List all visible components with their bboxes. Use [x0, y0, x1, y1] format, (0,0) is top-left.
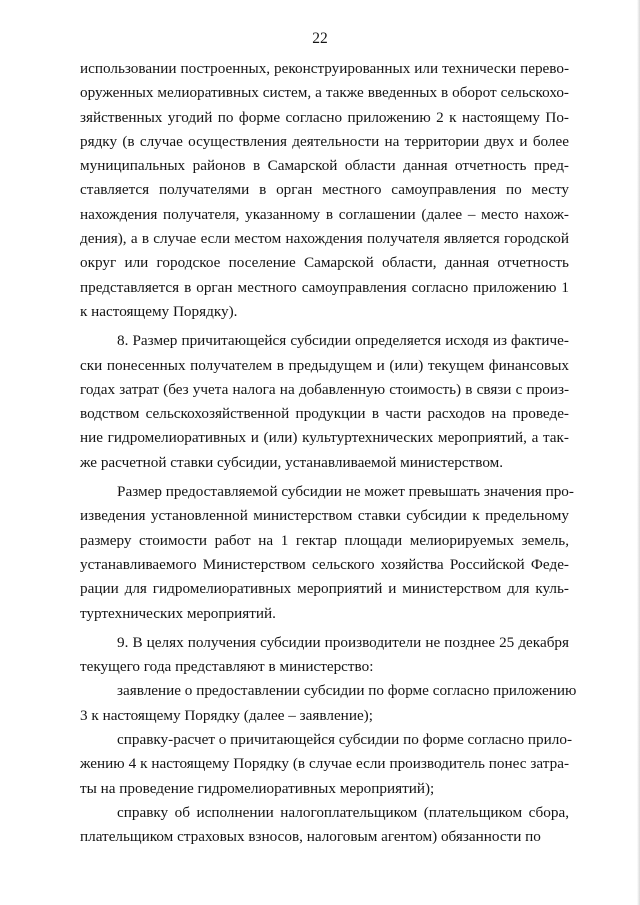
page-number: 22: [312, 30, 328, 47]
paragraph: [80, 480, 574, 626]
text-line: зяйственных угодий по форме согласно приложению 2 к настоящему По-: [80, 108, 569, 126]
text-line: представляется в орган местного самоуправления согласно приложению 1: [80, 278, 569, 296]
text-line: 8. Размер причитающейся субсидии определяется исходя из фактиче-: [117, 332, 569, 350]
text-line: к настоящему Порядку).: [80, 302, 238, 320]
text-line: туртехнических мероприятий.: [80, 604, 276, 622]
text-line: жению 4 к настоящему Порядку (в случае если производитель понес затра-: [80, 755, 569, 773]
text-line: дения), а в случае если местом нахождения получателя является городской: [80, 230, 569, 248]
text-line: ты на проведение гидромелиоративных мероприятий);: [80, 779, 435, 797]
text-line: ски понесенных получателем в предыдущем и (или) текущем финансовых: [80, 356, 569, 374]
text-line: оруженных мелиоративных систем, а также введенных в оборот сельскохо-: [80, 84, 569, 102]
text-line: размеру стоимости работ на 1 гектар площади мелиорируемых земель,: [80, 531, 569, 549]
paragraph: [80, 631, 569, 680]
paragraph: [80, 329, 569, 475]
text-line: текущего года представляют в министерство:: [80, 658, 374, 676]
text-line: 3 к настоящему Порядку (далее – заявление);: [80, 706, 373, 724]
text-line: 9. В целях получения субсидии производители не позднее 25 декабря: [117, 633, 569, 651]
text-line: заявление о предоставлении субсидии по форме согласно приложению: [117, 682, 577, 700]
text-line: справку об исполнении налогоплательщиком (плательщиком сбора,: [117, 803, 569, 821]
document-body: [80, 57, 577, 850]
paragraph: [80, 57, 569, 324]
text-line: устанавливаемого Министерством сельского хозяйства Российской Феде-: [80, 555, 569, 573]
text-line: Размер предоставляемой субсидии не может превышать значения про-: [117, 483, 574, 501]
text-line: водством сельскохозяйственной продукции в части расходов на проведе-: [80, 405, 569, 423]
text-line: же расчетной ставки субсидии, устанавливаемой министерством.: [80, 453, 504, 471]
text-line: ставляется получателями в орган местного самоуправления по месту: [80, 181, 569, 199]
paragraph: [80, 679, 577, 728]
text-line: рации для гидромелиоративных мероприятий и министерством для куль-: [80, 580, 569, 598]
text-line: нахождения получателя, указанному в соглашении (далее – место нахож-: [80, 205, 569, 223]
text-line: ние гидромелиоративных и (или) культуртехнических мероприятий, а так-: [80, 429, 569, 447]
text-line: годах затрат (без учета налога на добавленную стоимость) в связи с произ-: [80, 380, 569, 398]
text-line: справку-расчет о причитающейся субсидии по форме согласно прило-: [117, 731, 573, 749]
paragraph: [80, 801, 569, 850]
text-line: рядку (в случае осуществления деятельности на территории двух и более: [80, 132, 569, 150]
text-line: использовании построенных, реконструированных или технически перево-: [80, 60, 569, 77]
text-line: изведения установленной министерством ставки субсидии к предельному: [80, 507, 569, 525]
paragraph: [80, 728, 573, 801]
text-line: плательщиком страховых взносов, налоговым агентом) обязанности по: [80, 828, 541, 846]
text-line: округ или городское поселение Самарской области, данная отчетность: [80, 254, 569, 272]
text-line: муниципальных районов в Самарской области данная отчетность пред-: [80, 157, 569, 175]
